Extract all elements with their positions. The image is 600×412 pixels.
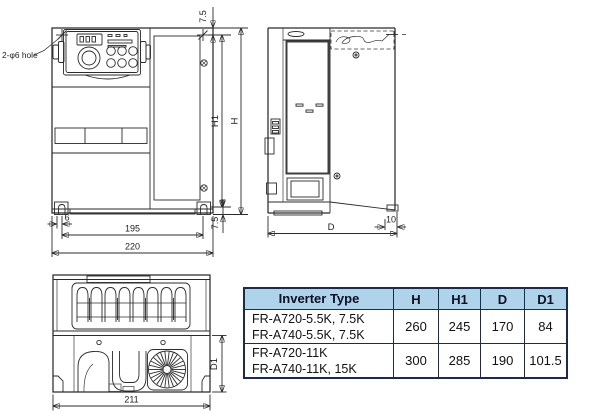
front-view xyxy=(2,7,248,257)
table-cell-h1: 245 xyxy=(438,309,480,343)
table-cell-h: 260 xyxy=(393,309,438,343)
mounting-hole-crosshair xyxy=(197,29,209,41)
dim-bottom-offset: 7.5 xyxy=(210,216,220,230)
vent-dot-panel xyxy=(154,36,200,200)
dim-h: H xyxy=(229,117,241,125)
table-header-h: H xyxy=(393,289,438,309)
keypad-panel xyxy=(53,30,151,80)
keypad-buttons xyxy=(107,47,138,68)
table-header-d1: D1 xyxy=(524,289,566,309)
side-screw-icon xyxy=(353,52,359,58)
table-cell-type xyxy=(245,309,393,343)
table-header-h1: H1 xyxy=(438,289,480,309)
inverter-type-line: FR-A720-11K xyxy=(252,345,328,360)
option-area-dashed-box xyxy=(331,31,394,49)
hole-callout-label: 2-φ6 hole xyxy=(2,50,38,60)
table-cell-h: 300 xyxy=(393,343,438,377)
inverter-type-line: FR-A720-5.5K, 7.5K xyxy=(252,311,365,326)
dim-10: 10 xyxy=(385,214,397,225)
dim-d1: D1 xyxy=(209,357,220,371)
dimension-table xyxy=(243,287,568,379)
cable-duct xyxy=(113,351,147,391)
table-cell-type xyxy=(245,343,393,377)
dim-h1: H1 xyxy=(210,114,221,128)
table-cell-h1: 285 xyxy=(438,343,480,377)
keypad-dial xyxy=(78,47,100,69)
inverter-type-line: FR-A740-11K, 15K xyxy=(252,361,357,376)
table-cell-d1: 84 xyxy=(524,309,566,343)
cover-screw-icon xyxy=(201,60,207,66)
dim-top-offset: 7.5 xyxy=(198,10,208,23)
table-cell-d: 170 xyxy=(480,309,524,343)
table-cell-d1: 101.5 xyxy=(524,343,566,377)
side-view xyxy=(265,28,408,238)
cover-screw-icon xyxy=(201,185,207,191)
bottom-dimensions xyxy=(53,336,227,411)
dim-220: 220 xyxy=(124,241,141,252)
side-screw-icon xyxy=(334,173,340,179)
bottom-screw-icon xyxy=(97,340,101,344)
fan-blades xyxy=(149,352,185,388)
heatsink-fins xyxy=(287,42,328,173)
table-header-d: D xyxy=(480,289,524,309)
dim-d: D xyxy=(327,222,335,233)
inverter-type-line: FR-A740-5.5K, 7.5K xyxy=(252,327,365,342)
dim-195: 195 xyxy=(124,223,141,234)
fan-scroll xyxy=(78,351,109,391)
bottom-view xyxy=(53,275,227,411)
dim-6: 6 xyxy=(64,212,70,223)
table-cell-d: 190 xyxy=(480,343,524,377)
bottom-screw-icon xyxy=(161,340,165,344)
table-header-inverter-type: Inverter Type xyxy=(245,289,393,309)
dim-211: 211 xyxy=(124,394,139,405)
hanging-cable xyxy=(336,35,389,44)
